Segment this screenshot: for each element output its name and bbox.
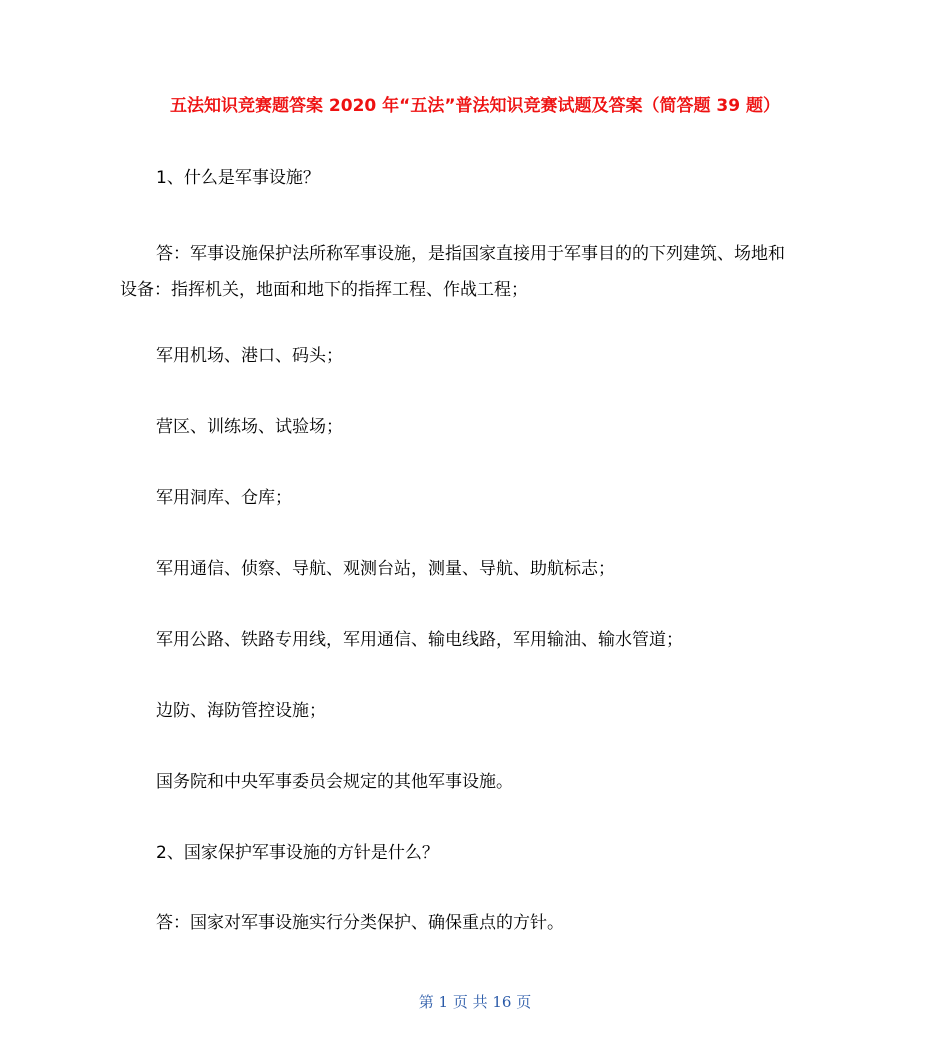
list-item: 军用通信、侦察、导航、观测台站，测量、导航、助航标志； bbox=[156, 559, 615, 579]
question-1: 1、什么是军事设施？ bbox=[156, 168, 320, 188]
list-item: 军用公路、铁路专用线，军用通信、输电线路，军用输油、输水管道； bbox=[156, 630, 683, 650]
answer-2: 答：国家对军事设施实行分类保护、确保重点的方针。 bbox=[156, 913, 564, 933]
document-title: 五法知识竞赛题答案 2020 年“五法”普法知识竞赛试题及答案（简答题 39 题） bbox=[170, 96, 780, 116]
answer-1-line-1: 答：军事设施保护法所称军事设施，是指国家直接用于军事目的的下列建筑、场地和 bbox=[156, 244, 785, 264]
list-item: 边防、海防管控设施； bbox=[156, 701, 326, 721]
answer-1-line-2: 设备：指挥机关，地面和地下的指挥工程、作战工程； bbox=[120, 280, 528, 300]
question-2: 2、国家保护军事设施的方针是什么？ bbox=[156, 843, 439, 863]
answer-1 bbox=[120, 236, 832, 308]
list-item: 营区、训练场、试验场； bbox=[156, 417, 343, 437]
page-number-footer: 第 1 页 共 16 页 bbox=[418, 993, 532, 1011]
list-item: 军用洞库、仓库； bbox=[156, 488, 292, 508]
list-item: 国务院和中央军事委员会规定的其他军事设施。 bbox=[156, 772, 513, 792]
list-item: 军用机场、港口、码头； bbox=[156, 346, 343, 366]
